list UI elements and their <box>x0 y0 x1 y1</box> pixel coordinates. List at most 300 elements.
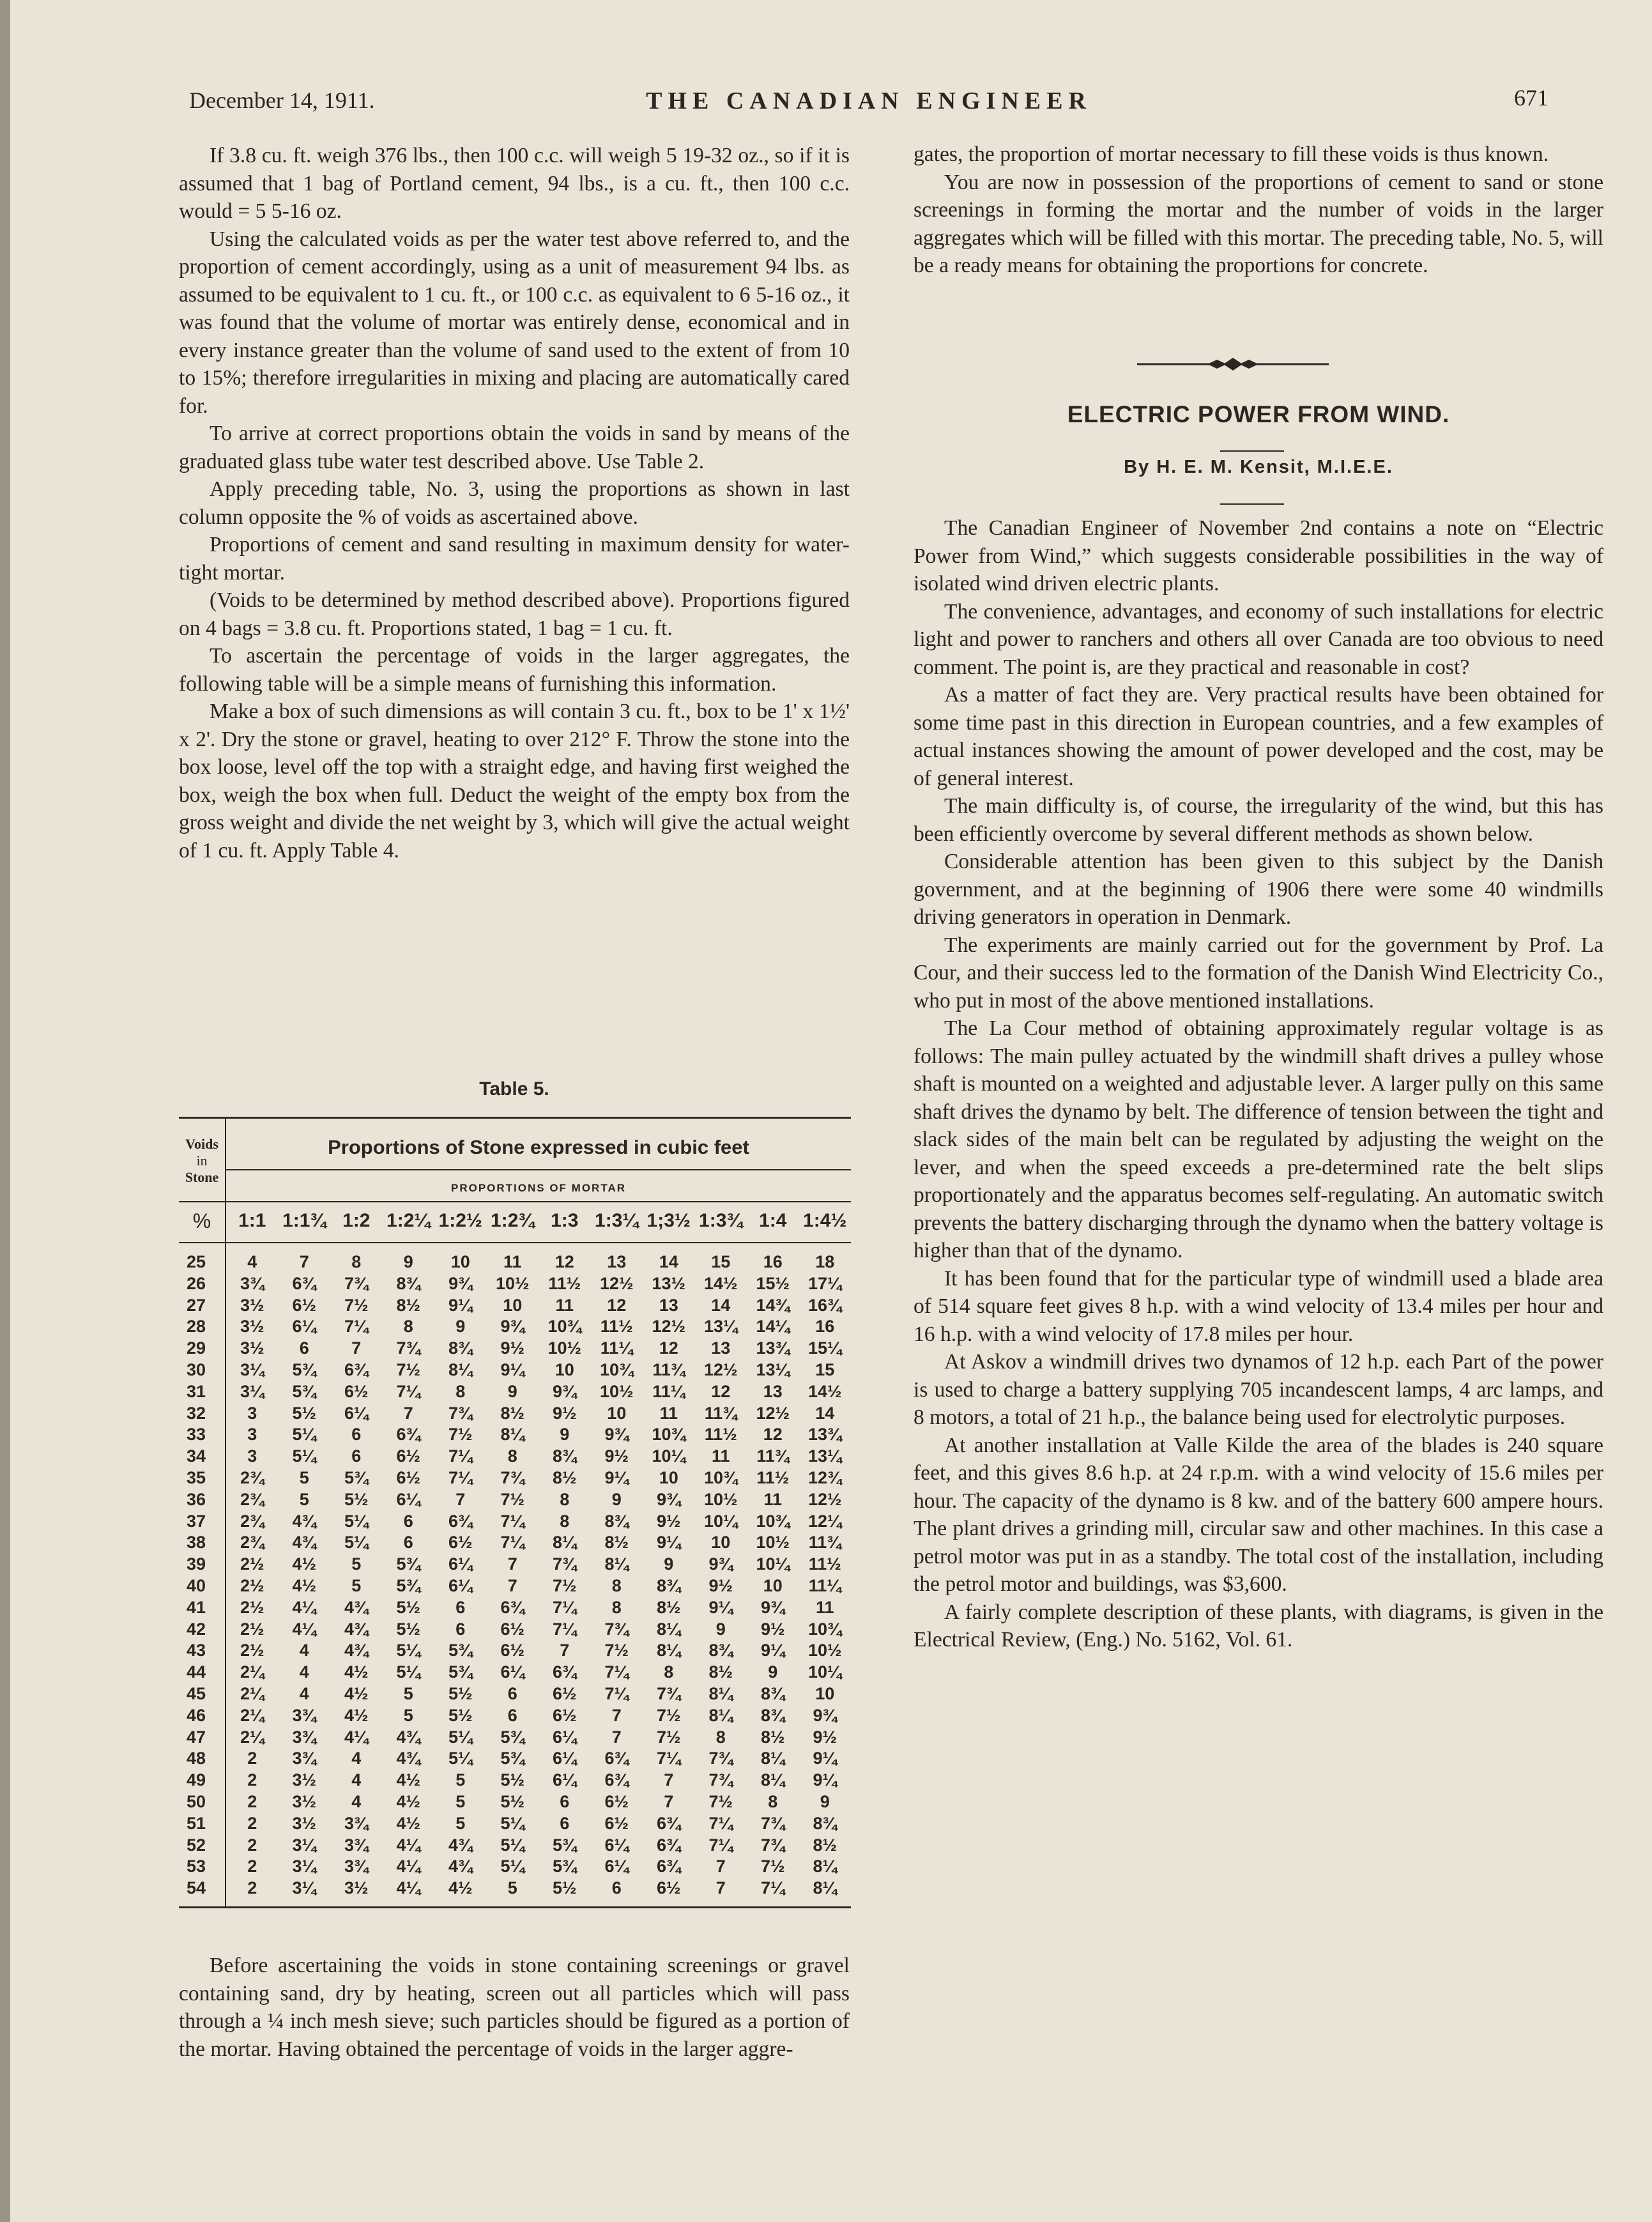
proportion-cell: 7 <box>611 1727 622 1747</box>
proportion-cell: 4¾ <box>292 1511 317 1531</box>
proportion-cell: 10¼ <box>703 1511 738 1531</box>
proportion-cell: 7¼ <box>708 1813 733 1833</box>
proportion-cell: 5¾ <box>344 1468 369 1487</box>
proportion-cell: 10½ <box>756 1533 790 1552</box>
voids-percent-cell: 43 <box>187 1641 206 1660</box>
proportion-cell: 2½ <box>240 1619 264 1639</box>
proportion-cell: 5¾ <box>292 1360 317 1379</box>
proportion-cell: 10 <box>815 1684 835 1703</box>
proportion-cell: 5½ <box>396 1619 421 1639</box>
proportion-cell: 11¾ <box>808 1533 841 1552</box>
proportion-cell: 10¾ <box>599 1360 634 1379</box>
proportion-cell: 4½ <box>344 1705 369 1725</box>
proportion-cell: 8 <box>455 1381 466 1401</box>
proportion-cell: 13¼ <box>807 1446 842 1466</box>
proportion-cell: 5 <box>403 1684 413 1703</box>
proportion-cell: 10¼ <box>807 1662 842 1682</box>
proportion-cell: 10 <box>503 1295 523 1315</box>
paragraph: It has been found that for the particular type of windmill used a blade area of 514 square feet gives 8 h.p. with a wind velocity of 13.4 miles per hour and 16 h.p. with a wind velocity of 17.8 miles per hour. <box>914 1266 1603 1346</box>
proportion-cell: 4¼ <box>344 1727 369 1747</box>
proportion-cell: 7 <box>507 1554 517 1574</box>
proportion-cell: 5¼ <box>500 1857 525 1876</box>
proportion-cell: 4½ <box>396 1792 421 1811</box>
proportion-cell: 8¼ <box>760 1749 785 1768</box>
proportion-cell: 12¾ <box>807 1468 842 1487</box>
title-rule <box>1220 450 1284 452</box>
proportion-cell: 9¾ <box>448 1273 473 1293</box>
proportion-cell: 7¼ <box>708 1835 733 1855</box>
proportion-cell: 9½ <box>656 1511 681 1531</box>
voids-header <box>179 1136 225 1186</box>
proportion-cell: 9¾ <box>813 1705 837 1725</box>
proportion-cell: 9½ <box>813 1727 837 1747</box>
proportion-cell: 2¼ <box>240 1662 264 1682</box>
proportion-cell: 5¾ <box>552 1857 577 1876</box>
proportion-cell: 5¾ <box>448 1662 473 1682</box>
proportion-cell: 7½ <box>552 1576 577 1595</box>
proportion-cell: 8¼ <box>813 1878 837 1898</box>
paragraph: The Canadian Engineer of November 2nd contains a note on “Electric Power from Wind,” which suggests considerable possibilities in the way of isolated wind driven electric plants. <box>914 516 1603 595</box>
proportion-cell: 9 <box>455 1317 466 1337</box>
proportion-cell: 9 <box>403 1252 413 1271</box>
ratio-header: 1:4½ <box>803 1210 847 1231</box>
proportion-cell: 3½ <box>344 1878 369 1898</box>
proportion-cell: 2¼ <box>240 1727 264 1747</box>
proportion-cell: 4½ <box>344 1684 369 1703</box>
voids-percent-cell: 34 <box>187 1446 206 1466</box>
proportion-cell: 9 <box>715 1619 726 1639</box>
proportion-cell: 6¼ <box>448 1576 473 1595</box>
proportion-cell: 2 <box>247 1749 257 1768</box>
proportion-cell: 6¾ <box>656 1857 681 1876</box>
proportion-cell: 5¼ <box>448 1749 473 1768</box>
proportion-cell: 8 <box>403 1317 413 1337</box>
proportion-cell: 6¼ <box>344 1403 369 1423</box>
paragraph: The experiments are mainly carried out for the government by Prof. La Cour, and their success led to the formation of the Danish Wind Electricity Co., who put in most of the above mentioned installations. <box>914 933 1603 1013</box>
proportion-cell: 5¾ <box>552 1835 577 1855</box>
table-top-rule <box>179 1117 851 1119</box>
proportion-cell: 7½ <box>396 1360 421 1379</box>
proportion-cell: 14 <box>659 1252 678 1271</box>
voids-percent-cell: 51 <box>187 1813 206 1833</box>
proportion-cell: 6¾ <box>604 1770 629 1790</box>
proportion-cell: 7¾ <box>552 1554 577 1574</box>
proportion-cell: 8½ <box>656 1597 681 1617</box>
proportion-cell: 5½ <box>552 1878 577 1898</box>
proportion-cell: 3¾ <box>344 1857 369 1876</box>
proportion-cell: 7½ <box>760 1857 785 1876</box>
proportion-cell: 7½ <box>708 1792 733 1811</box>
proportion-cell: 6½ <box>500 1619 525 1639</box>
ratio-header: 1:2¼ <box>386 1210 431 1231</box>
proportion-cell: 7 <box>299 1252 309 1271</box>
proportion-cell: 11½ <box>600 1317 633 1337</box>
proportion-cell: 10¾ <box>807 1619 842 1639</box>
voids-percent-cell: 40 <box>187 1576 206 1595</box>
proportion-cell: 12½ <box>807 1489 842 1509</box>
proportion-cell: 16¾ <box>807 1295 842 1315</box>
ratio-header: 1:2¾ <box>491 1210 535 1231</box>
proportion-cell: 7½ <box>344 1295 369 1315</box>
proportion-cell: 7 <box>715 1857 726 1876</box>
paragraph: (Voids to be determined by method described above). Proportions figured on 4 bags = 3.8 cu. ft. Proportions stated, 1 bag = 1 cu. ft. <box>179 588 850 640</box>
ratio-header: 1;3½ <box>646 1210 691 1231</box>
table-main-header: Proportions of Stone expressed in cubic feet <box>328 1136 749 1158</box>
proportion-cell: 2 <box>247 1813 257 1833</box>
proportion-cell: 8 <box>351 1252 362 1271</box>
proportion-cell: 8¼ <box>760 1770 785 1790</box>
proportion-cell: 4 <box>351 1749 362 1768</box>
proportion-cell: 13¼ <box>756 1360 790 1379</box>
voids-percent-cell: 50 <box>187 1792 206 1811</box>
proportion-cell: 8¾ <box>396 1273 421 1293</box>
proportion-cell: 14 <box>815 1403 835 1423</box>
table-ratio-rule <box>179 1242 851 1243</box>
proportion-cell: 13 <box>763 1381 783 1401</box>
proportion-cell: 7¾ <box>708 1749 733 1768</box>
proportion-cell: 9½ <box>760 1619 785 1639</box>
proportion-cell: 2½ <box>240 1576 264 1595</box>
voids-percent-cell: 30 <box>187 1360 206 1379</box>
proportion-cell: 2¾ <box>240 1533 264 1552</box>
proportion-cell: 13½ <box>652 1273 686 1293</box>
proportion-cell: 9½ <box>604 1446 629 1466</box>
proportion-cell: 5½ <box>396 1597 421 1617</box>
proportion-cell: 4 <box>247 1252 257 1271</box>
proportion-cell: 6¼ <box>396 1489 421 1509</box>
proportion-cell: 12¼ <box>807 1511 842 1531</box>
proportion-cell: 8¼ <box>500 1425 525 1444</box>
proportion-cell: 11 <box>711 1446 730 1466</box>
proportion-cell: 8¼ <box>656 1641 681 1660</box>
proportion-cell: 8¼ <box>552 1533 577 1552</box>
proportion-cell: 4½ <box>292 1576 317 1595</box>
ratio-header: 1:3¾ <box>699 1210 743 1231</box>
proportion-cell: 13 <box>607 1252 627 1271</box>
proportion-cell: 15½ <box>756 1273 790 1293</box>
proportion-cell: 4¾ <box>448 1857 473 1876</box>
proportion-cell: 3¾ <box>292 1705 317 1725</box>
proportion-cell: 11 <box>555 1295 574 1315</box>
proportion-cell: 8½ <box>604 1533 629 1552</box>
proportion-cell: 7¾ <box>344 1273 369 1293</box>
proportion-cell: 2¾ <box>240 1511 264 1531</box>
table-title: Table 5. <box>479 1078 549 1100</box>
proportion-cell: 7 <box>403 1403 413 1423</box>
proportion-cell: 10½ <box>495 1273 530 1293</box>
proportion-cell: 5½ <box>448 1684 473 1703</box>
proportion-cell: 3¾ <box>240 1273 264 1293</box>
proportion-cell: 9¼ <box>760 1641 785 1660</box>
proportion-cell: 11 <box>503 1252 522 1271</box>
proportion-cell: 13 <box>659 1295 678 1315</box>
proportion-cell: 7 <box>455 1489 466 1509</box>
proportion-cell: 6½ <box>292 1295 317 1315</box>
proportion-cell: 7¼ <box>448 1468 473 1487</box>
proportion-cell: 3¼ <box>240 1360 264 1379</box>
proportion-cell: 16 <box>815 1317 835 1337</box>
voids-percent-cell: 41 <box>187 1597 206 1617</box>
ratio-header: 1:1¾ <box>282 1210 326 1231</box>
proportion-cell: 5¼ <box>448 1727 473 1747</box>
voids-percent-cell: 37 <box>187 1511 206 1531</box>
proportion-cell: 5¾ <box>292 1381 317 1401</box>
voids-percent-cell: 46 <box>187 1705 206 1725</box>
proportion-cell: 9¼ <box>500 1360 525 1379</box>
proportion-cell: 9 <box>820 1792 830 1811</box>
proportion-cell: 2¼ <box>240 1705 264 1725</box>
proportion-cell: 6¾ <box>292 1273 317 1293</box>
voids-percent-cell: 47 <box>187 1727 206 1747</box>
voids-percent-cell: 32 <box>187 1403 206 1423</box>
proportion-cell: 9¾ <box>708 1554 733 1574</box>
table-bottom-rule <box>179 1906 851 1908</box>
proportion-cell: 3¼ <box>292 1835 317 1855</box>
proportion-cell: 5¾ <box>500 1749 525 1768</box>
voids-percent-cell: 49 <box>187 1770 206 1790</box>
proportion-cell: 6¾ <box>396 1425 421 1444</box>
proportion-cell: 6 <box>403 1533 413 1552</box>
proportion-cell: 8 <box>715 1727 726 1747</box>
voids-percent-cell: 53 <box>187 1857 206 1876</box>
proportion-cell: 7 <box>351 1338 362 1358</box>
proportion-cell: 5¼ <box>396 1662 421 1682</box>
proportion-cell: 9¼ <box>448 1295 473 1315</box>
proportion-cell: 5½ <box>448 1705 473 1725</box>
proportion-cell: 8¾ <box>813 1813 837 1833</box>
proportion-cell: 5¼ <box>396 1641 421 1660</box>
proportion-cell: 5¾ <box>396 1554 421 1574</box>
byline-rule <box>1220 503 1284 505</box>
paragraph: Apply preceding table, No. 3, using the proportions as shown in last column opposite the % of voids as ascertained above. <box>179 477 850 529</box>
proportion-cell: 11¾ <box>652 1360 685 1379</box>
voids-percent-cell: 44 <box>187 1662 206 1682</box>
proportion-cell: 5 <box>455 1792 466 1811</box>
proportion-cell: 7¾ <box>448 1403 473 1423</box>
proportion-cell: 8¼ <box>656 1619 681 1639</box>
proportion-cell: 10 <box>450 1252 470 1271</box>
proportion-cell: 6 <box>455 1597 466 1617</box>
proportion-cell: 6¼ <box>500 1662 525 1682</box>
proportion-cell: 6¾ <box>656 1835 681 1855</box>
paragraph: At Askov a windmill drives two dynamos of 12 h.p. each Part of the power is used to charge a battery supplying 705 incandescent lamps, 4 arc lamps, and 8 motors, a total of 21 h.p., the balance being used for electrolytic purposes. <box>914 1350 1603 1429</box>
proportion-cell: 7 <box>715 1878 726 1898</box>
proportion-cell: 7¾ <box>708 1770 733 1790</box>
proportion-cell: 2 <box>247 1770 257 1790</box>
proportion-cell: 14¼ <box>756 1317 790 1337</box>
proportion-cell: 11¼ <box>600 1338 633 1358</box>
proportion-cell: 13¾ <box>756 1338 790 1358</box>
proportion-cell: 5 <box>455 1770 466 1790</box>
proportion-cell: 3½ <box>292 1770 317 1790</box>
voids-percent-cell: 38 <box>187 1533 206 1552</box>
proportion-cell: 14½ <box>807 1381 842 1401</box>
proportion-cell: 6 <box>299 1338 309 1358</box>
proportion-cell: 2 <box>247 1835 257 1855</box>
proportion-cell: 7 <box>560 1641 570 1660</box>
proportion-cell: 6½ <box>396 1446 421 1466</box>
proportion-cell: 6 <box>507 1705 517 1725</box>
proportion-cell: 7¾ <box>604 1619 629 1639</box>
voids-percent-cell: 29 <box>187 1338 206 1358</box>
proportion-cell: 3¾ <box>292 1749 317 1768</box>
proportion-cell: 10½ <box>599 1381 634 1401</box>
proportion-cell: 6¾ <box>500 1597 525 1617</box>
proportion-cell: 5¾ <box>396 1576 421 1595</box>
proportion-cell: 11¾ <box>704 1403 737 1423</box>
proportion-cell: 13 <box>711 1338 731 1358</box>
proportion-cell: 8¼ <box>813 1857 837 1876</box>
voids-percent-cell: 39 <box>187 1554 206 1574</box>
proportion-cell: 4¾ <box>448 1835 473 1855</box>
proportion-cell: 4¾ <box>396 1749 421 1768</box>
proportion-cell: 7¼ <box>552 1619 577 1639</box>
proportion-cell: 3¾ <box>344 1835 369 1855</box>
proportion-cell: 9½ <box>708 1576 733 1595</box>
proportion-cell: 6½ <box>396 1468 421 1487</box>
proportion-cell: 3½ <box>292 1792 317 1811</box>
proportion-cell: 11 <box>659 1403 678 1423</box>
proportion-cell: 9¼ <box>813 1749 837 1768</box>
proportion-cell: 9¼ <box>656 1533 681 1552</box>
voids-percent-cell: 26 <box>187 1273 206 1293</box>
proportion-cell: 6¼ <box>604 1857 629 1876</box>
proportion-cell: 6 <box>560 1792 570 1811</box>
proportion-cell: 10½ <box>807 1641 842 1660</box>
proportion-cell: 4¾ <box>344 1641 369 1660</box>
proportion-cell: 12 <box>711 1381 731 1401</box>
voids-header-line: in <box>196 1153 208 1168</box>
proportion-cell: 5 <box>351 1554 362 1574</box>
proportion-cell: 6½ <box>604 1813 629 1833</box>
proportion-cell: 9¾ <box>656 1489 681 1509</box>
paragraph: If 3.8 cu. ft. weigh 376 lbs., then 100 c.c. will weigh 5 19-32 oz., so if it is assumed that 1 bag of Portland cement, 94 lbs., is a cu. ft., then 100 c.c. would = 5 5-16 oz. <box>179 144 850 223</box>
proportion-cell: 7¾ <box>760 1835 785 1855</box>
paragraph: As a matter of fact they are. Very practical results have been obtained for some time past in this direction in European countries, and a few examples of actual instances showing the amount of power developed and the cost, may be of general interest. <box>914 683 1603 790</box>
proportion-cell: 14 <box>711 1295 731 1315</box>
proportion-cell: 8 <box>611 1576 622 1595</box>
proportion-cell: 12½ <box>652 1317 686 1337</box>
article-byline: By H. E. M. Kensit, M.I.E.E. <box>1124 457 1393 477</box>
paragraph: The convenience, advantages, and economy of such installations for electric light and power to ranchers and others all over Canada are too obvious to need comment. The point is, are they practical and reasonable in cost? <box>914 599 1603 679</box>
proportion-cell: 5¼ <box>292 1446 317 1466</box>
proportion-cell: 11 <box>815 1597 834 1617</box>
proportion-cell: 8 <box>560 1511 570 1531</box>
proportion-cell: 9 <box>507 1381 517 1401</box>
proportion-cell: 3½ <box>240 1295 264 1315</box>
proportion-cell: 9¼ <box>604 1468 629 1487</box>
proportion-cell: 8½ <box>813 1835 837 1855</box>
proportion-cell: 2¾ <box>240 1468 264 1487</box>
voids-header-line: Voids <box>185 1136 218 1152</box>
proportion-cell: 4½ <box>448 1878 473 1898</box>
paragraph: Before ascertaining the voids in stone containing screenings or gravel containing sand, dry by heating, screen out all particles which will pass through a ¼ inch mesh sieve; such particles should be figured as a portion of the mortar. Having obtained the percentage of voids in the larger aggre- <box>179 1954 850 2061</box>
proportion-cell: 8½ <box>500 1403 525 1423</box>
proportion-cell: 11½ <box>808 1554 841 1574</box>
voids-percent-cell: 48 <box>187 1749 206 1768</box>
proportion-cell: 6½ <box>656 1878 681 1898</box>
right-column-text-top <box>914 141 1603 280</box>
proportion-cell: 6¼ <box>292 1317 317 1337</box>
proportion-cell: 7¼ <box>500 1533 525 1552</box>
proportion-cell: 7¼ <box>344 1317 369 1337</box>
proportion-cell: 5 <box>455 1813 466 1833</box>
proportion-cell: 9½ <box>500 1338 525 1358</box>
proportion-cell: 9¼ <box>813 1770 837 1790</box>
proportion-cell: 6¼ <box>604 1835 629 1855</box>
paragraph: The La Cour method of obtaining approximately regular voltage is as follows: The main pulley actuated by the windmill shaft drives a pulley whose shaft is mounted on a weighted and adjustable lever. A larger pully on this same shaft drives the dynamo by belt. The difference of tension between the tight and slack sides of the main belt can be regulated by adjusting the weight on the lever, and when the speed exceeds a pre-determined rate the belt slips proportionately and the apparatus becomes self-regulating. An automatic switch prevents the battery discharging through the dynamo when the battery voltage is higher than that of the dynamo. <box>914 1016 1603 1262</box>
proportion-cell: 6½ <box>552 1684 577 1703</box>
proportion-cell: 6 <box>507 1684 517 1703</box>
proportion-cell: 4½ <box>396 1770 421 1790</box>
proportion-cell: 4½ <box>344 1662 369 1682</box>
proportion-cell: 7¼ <box>656 1749 681 1768</box>
voids-percent-cell: 42 <box>187 1619 206 1639</box>
proportion-cell: 9 <box>664 1554 674 1574</box>
left-column-text-bottom <box>179 1952 850 2063</box>
proportion-cell: 7¼ <box>396 1381 421 1401</box>
proportion-cell: 10½ <box>703 1489 738 1509</box>
proportion-cell: 5¾ <box>448 1641 473 1660</box>
proportion-cell: 13¼ <box>703 1317 738 1337</box>
voids-percent-cell: 54 <box>187 1878 206 1898</box>
paragraph: Make a box of such dimensions as will contain 3 cu. ft., box to be 1' x 1½' x 2'. Dry the stone or gravel, heating to over 212° F. Throw the stone into the box loose, level off the top with a straight edge, and having first weighed the box, weigh the box when full. Deduct the weight of the empty box from the gross weight and divide the net weight by 3, which will give the actual weight of 1 cu. ft. Apply Table 4. <box>179 700 850 862</box>
percent-symbol: % <box>192 1209 211 1232</box>
running-header <box>179 83 1559 121</box>
proportion-cell: 10¼ <box>756 1554 790 1574</box>
proportion-cell: 6¾ <box>656 1813 681 1833</box>
proportion-cell: 3¾ <box>292 1727 317 1747</box>
proportion-cell: 4½ <box>292 1554 317 1574</box>
proportion-cell: 5 <box>299 1489 309 1509</box>
proportion-cell: 6 <box>351 1446 362 1466</box>
proportion-cell: 6¼ <box>552 1727 577 1747</box>
table-sub-rule <box>179 1201 851 1202</box>
ratio-header: 1:2½ <box>438 1210 482 1231</box>
proportion-cell: 5¼ <box>500 1813 525 1833</box>
table-sub-header: PROPORTIONS OF MORTAR <box>450 1182 626 1194</box>
proportion-cell: 8 <box>611 1597 622 1617</box>
proportion-cell: 9 <box>560 1425 570 1444</box>
proportion-cell: 7¾ <box>656 1684 681 1703</box>
proportion-cell: 8¼ <box>708 1705 733 1725</box>
proportion-cell: 2¾ <box>240 1489 264 1509</box>
paragraph: gates, the proportion of mortar necessary to fill these voids is thus known. <box>914 142 1549 166</box>
proportion-cell: 6½ <box>552 1705 577 1725</box>
proportion-cell: 4 <box>351 1770 362 1790</box>
voids-percent-cell: 45 <box>187 1684 206 1703</box>
proportion-cell: 7¼ <box>604 1662 629 1682</box>
proportion-cell: 4½ <box>396 1813 421 1833</box>
proportion-cell: 6 <box>611 1878 622 1898</box>
section-ornament <box>1137 355 1329 374</box>
proportion-cell: 8½ <box>760 1727 785 1747</box>
proportion-cell: 2 <box>247 1857 257 1876</box>
proportion-cell: 8½ <box>708 1662 733 1682</box>
proportion-cell: 12 <box>607 1295 627 1315</box>
proportion-cell: 6½ <box>344 1381 369 1401</box>
proportion-cell: 9¼ <box>708 1597 733 1617</box>
paragraph: The main difficulty is, of course, the irregularity of the wind, but this has been efficiently overcome by several different methods as shown below. <box>914 794 1603 846</box>
article-title: ELECTRIC POWER FROM WIND. <box>1067 401 1450 427</box>
proportion-cell: 9 <box>768 1662 778 1682</box>
proportion-cell: 5½ <box>500 1792 525 1811</box>
paragraph: Considerable attention has been given to this subject by the Danish government, and at the beginning of 1906 there were some 40 windmills driving generators in operation in Denmark. <box>914 850 1603 929</box>
proportion-cell: 4 <box>299 1641 309 1660</box>
proportion-cell: 7½ <box>656 1727 681 1747</box>
proportion-cell: 12½ <box>703 1360 738 1379</box>
paragraph: Proportions of cement and sand resulting in maximum density for water-tight mortar. <box>179 533 850 585</box>
